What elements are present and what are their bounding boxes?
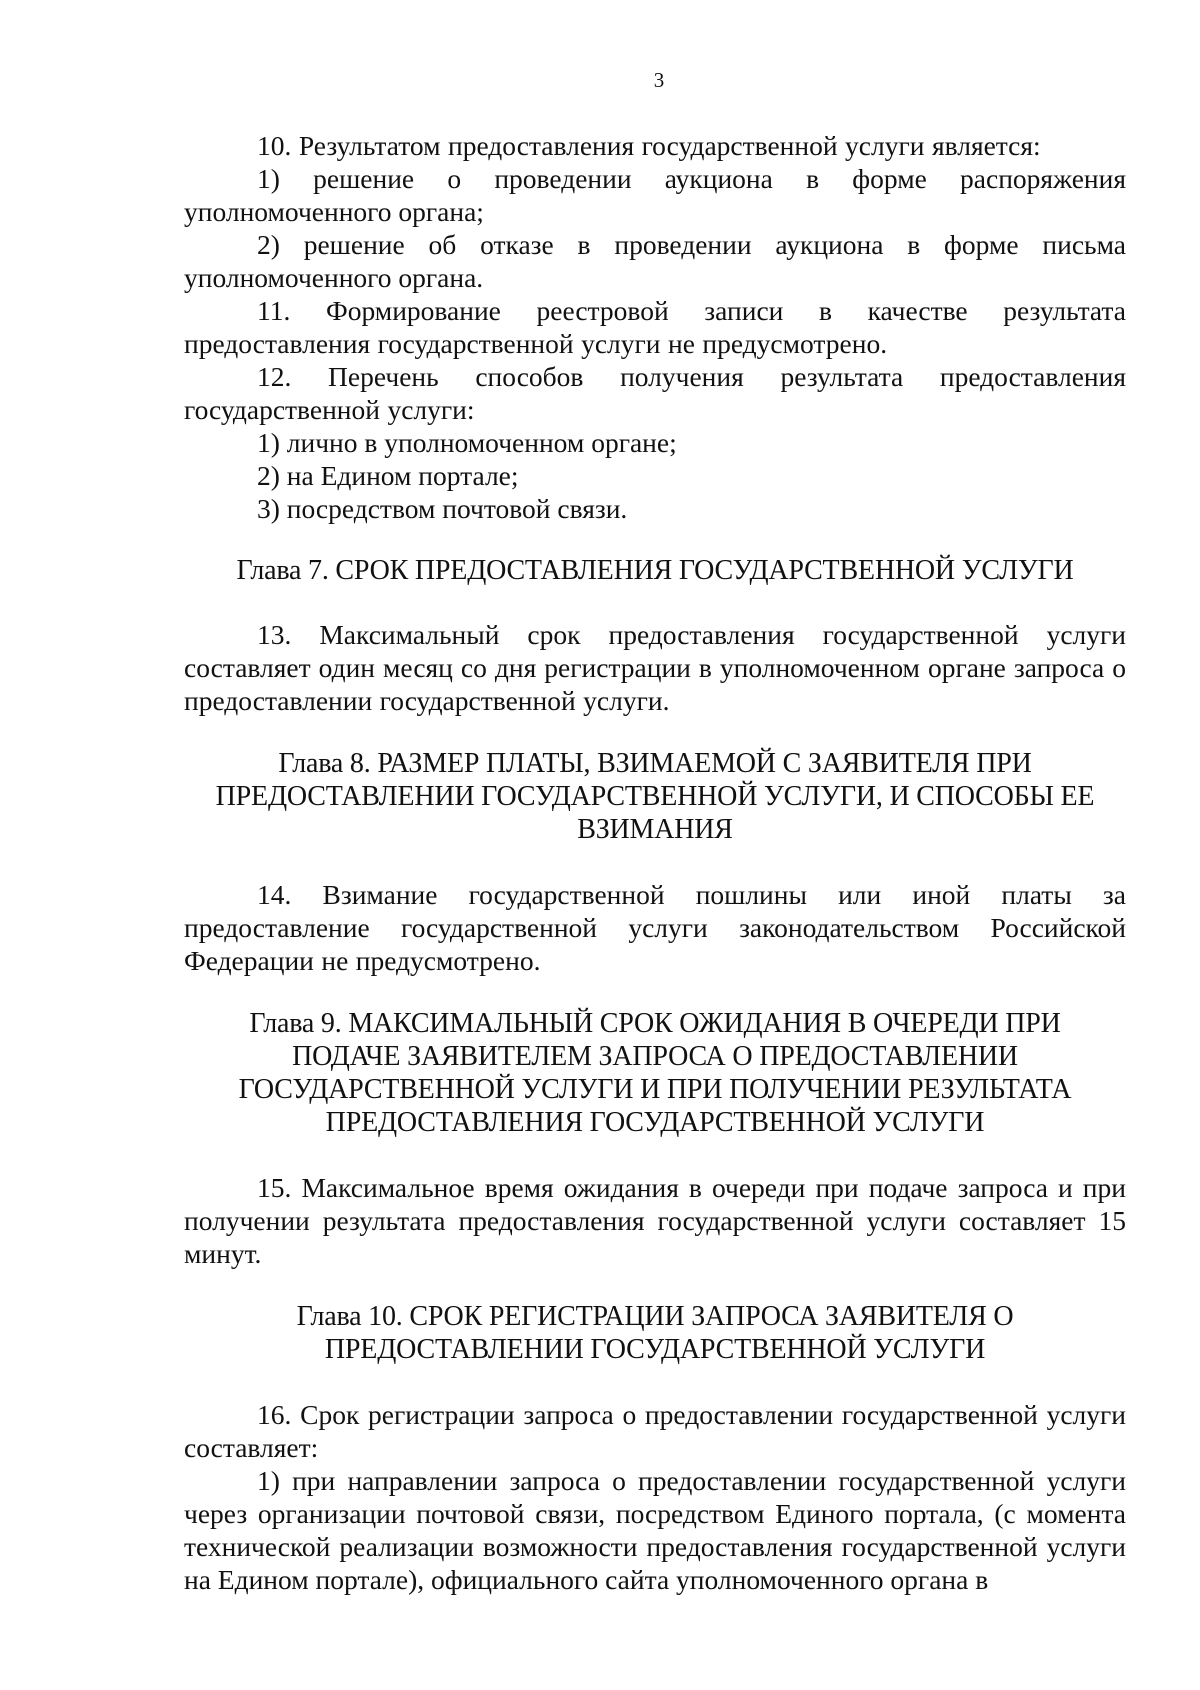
spacer xyxy=(184,1270,1126,1300)
chapter-10-heading xyxy=(184,1300,1126,1366)
spacer xyxy=(184,1139,1126,1171)
chapter-9-title-line-3: ГОСУДАРСТВЕННОЙ УСЛУГИ И ПРИ ПОЛУЧЕНИИ РЕЗУЛЬТАТА xyxy=(238,1074,1072,1105)
spacer xyxy=(184,717,1126,747)
chapter-10-title-line-1: Глава 10. СРОК РЕГИСТРАЦИИ ЗАПРОСА ЗАЯВИТЕЛЯ О xyxy=(296,1301,1014,1332)
chapter-9-heading xyxy=(184,1007,1126,1139)
paragraph-16: 16. Срок регистрации запроса о предоставлении государственной услуги составляет: xyxy=(184,1399,1126,1463)
paragraph-12-item-2: 2) на Едином портале; xyxy=(257,460,519,491)
spacer xyxy=(184,525,1126,554)
paragraph-14: 14. Взимание государственной пошлины или иной платы за предоставление государственной услуги законодательством Российской Федерации не предусмотрено. xyxy=(184,879,1126,976)
chapter-7-heading xyxy=(184,554,1126,587)
chapter-8-title-line-1: Глава 8. РАЗМЕР ПЛАТЫ, ВЗИМАЕМОЙ С ЗАЯВИТЕЛЯ ПРИ xyxy=(278,748,1032,779)
spacer xyxy=(184,1366,1126,1398)
paragraph-12-item-1: 1) лично в уполномоченном органе; xyxy=(257,427,677,458)
chapter-10-title-line-2: ПРЕДОСТАВЛЕНИИ ГОСУДАРСТВЕННОЙ УСЛУГИ xyxy=(324,1334,986,1365)
paragraph-11: 11. Формирование реестровой записи в качестве результата предоставления государственной услуги не предусмотрено. xyxy=(184,295,1126,359)
spacer xyxy=(184,846,1126,878)
chapter-8-title-line-2: ПРЕДОСТАВЛЕНИИ ГОСУДАРСТВЕННОЙ УСЛУГИ, И СПОСОБЫ ЕЕ xyxy=(215,781,1095,812)
chapter-9-title-line-1: Глава 9. МАКСИМАЛЬНЫЙ СРОК ОЖИДАНИЯ В ОЧЕРЕДИ ПРИ xyxy=(249,1008,1061,1039)
chapter-8-heading xyxy=(184,747,1126,846)
page-number: 3 xyxy=(653,68,665,92)
paragraph-16-item-1: 1) при направлении запроса о предоставлении государственной услуги через организации почтовой связи, посредством Единого портала, (с момента технической реализации возможности предоставления государственной услуги на Едином портале), официального сайта уполномоченного органа в xyxy=(184,1465,1126,1595)
chapter-8-title-line-3: ВЗИМАНИЯ xyxy=(577,814,733,845)
paragraph-15: 15. Максимальное время ожидания в очереди при подаче запроса и при получении результата предоставления государственной услуги составляет 15 минут. xyxy=(184,1172,1126,1269)
paragraph-12-item-3: 3) посредством почтовой связи. xyxy=(257,493,628,524)
chapter-9-title-line-2: ПОДАЧЕ ЗАЯВИТЕЛЕМ ЗАПРОСА О ПРЕДОСТАВЛЕНИИ xyxy=(292,1041,1018,1072)
paragraph-13: 13. Максимальный срок предоставления государственной услуги составляет один месяц со дня регистрации в уполномоченном органе запроса о предоставлении государственной услуги. xyxy=(184,619,1126,716)
spacer xyxy=(184,977,1126,1007)
chapter-7-title: Глава 7. СРОК ПРЕДОСТАВЛЕНИЯ ГОСУДАРСТВЕННОЙ УСЛУГИ xyxy=(236,555,1074,586)
paragraph-10-item-2: 2) решение об отказе в проведении аукциона в форме письма уполномоченного органа. xyxy=(184,229,1126,293)
chapter-9-title-line-4: ПРЕДОСТАВЛЕНИЯ ГОСУДАРСТВЕННОЙ УСЛУГИ xyxy=(325,1107,985,1138)
paragraph-12: 12. Перечень способов получения результата предоставления государственной услуги: xyxy=(184,361,1126,425)
spacer xyxy=(184,587,1126,618)
document-content xyxy=(184,68,1126,1596)
paragraph-10: 10. Результатом предоставления государственной услуги является: xyxy=(257,130,1041,161)
paragraph-10-item-1: 1) решение о проведении аукциона в форме распоряжения уполномоченного органа; xyxy=(184,163,1126,227)
